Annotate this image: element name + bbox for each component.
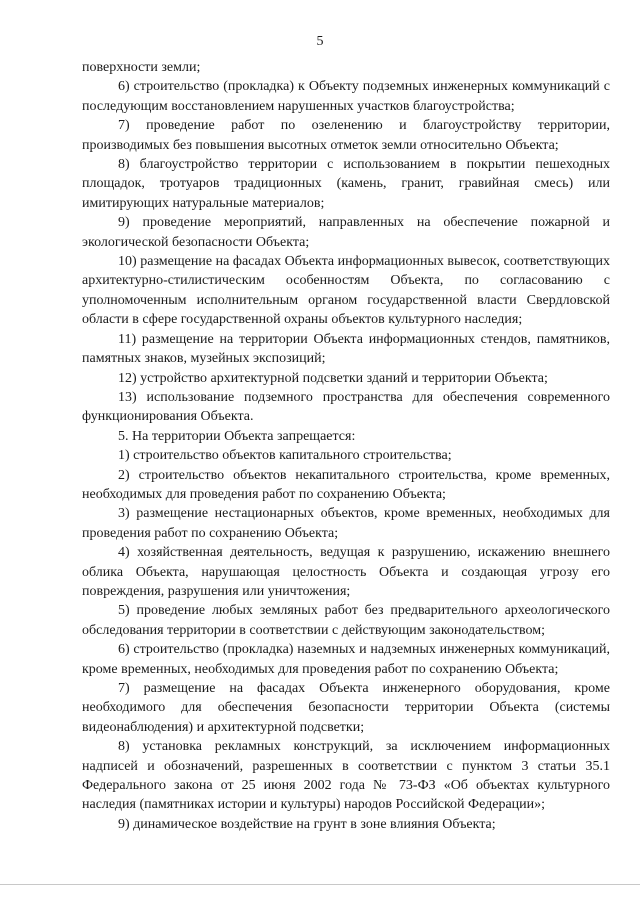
paragraph-prohibited-2: 2) строительство объектов некапитального строительства, кроме временных, необходимых для проведения работ по сохранению Объекта; <box>82 467 610 502</box>
paragraph-prohibited-9: 9) динамическое воздействие на грунт в зоне влияния Объекта; <box>118 816 496 832</box>
page-number: 5 <box>316 34 324 49</box>
paragraph-continuation: поверхности земли; <box>82 60 201 75</box>
paragraph-allowed-12: 12) устройство архитектурной подсветки зданий и территории Объекта; <box>118 370 548 386</box>
paragraph-allowed-11: 11) размещение на территории Объекта информационных стендов, памятников, памятных знаков, музейных экспозиций; <box>82 331 610 367</box>
paragraph-prohibited-8: 8) установка рекламных конструкций, за исключением информационных надписей и обозначений, разрешенных в соответствии с пунктом 3 статьи 35.1 Федерального закона от 25 июня 2002 года № 73-ФЗ «Об объектах культурного наследия (памятниках истории и культуры) народов Российской Федерации»; <box>82 739 610 813</box>
paragraph-allowed-8: 8) благоустройство территории с использованием в покрытии пешеходных площадок, тротуаров традиционных (камень, гранит, гравийная смесь) или имитирующих натуральные материалов; <box>82 157 610 211</box>
paragraph-prohibited-5: 5) проведение любых земляных работ без предварительного археологического обследования территории в соответствии с действующим законодательством; <box>82 603 610 638</box>
document-body <box>82 58 610 834</box>
paragraph-allowed-9: 9) проведение мероприятий, направленных на обеспечение пожарной и экологической безопасности Объекта; <box>82 215 610 250</box>
paragraph-prohibited-3: 3) размещение нестационарных объектов, кроме временных, необходимых для проведения работ по сохранению Объекта; <box>82 506 610 541</box>
paragraph-allowed-10: 10) размещение на фасадах Объекта информационных вывесок, соответствующих архитектурно-стилистическим особенностям Объекта, по согласованию с уполномоченным исполнительным органом государственной власти Свердловской области в сфере государственной охраны объектов культурного наследия; <box>82 254 610 328</box>
scan-edge-line <box>0 884 640 885</box>
paragraph-prohibited-4: 4) хозяйственная деятельность, ведущая к разрушению, искажению внешнего облика Объекта, нарушающая целостность Объекта и создающая угрозу его повреждения, разрушения или уничтожения; <box>82 545 610 599</box>
paragraph-allowed-6: 6) строительство (прокладка) к Объекту подземных инженерных коммуникаций с последующим восстановлением нарушенных участков благоустройства; <box>82 79 610 114</box>
paragraph-prohibited-6: 6) строительство (прокладка) наземных и надземных инженерных коммуникаций, кроме временных, необходимых для проведения работ по сохранению Объекта; <box>82 642 610 677</box>
paragraph-prohibited-1: 1) строительство объектов капитального строительства; <box>118 448 452 464</box>
section-5-heading: 5. На территории Объекта запрещается: <box>118 428 356 444</box>
paragraph-prohibited-7: 7) размещение на фасадах Объекта инженерного оборудования, кроме необходимого для обеспечения безопасности территории Объекта (системы видеонаблюдения) и архитектурной подсветки; <box>82 681 610 735</box>
paragraph-allowed-13: 13) использование подземного пространства для обеспечения современного функционирования Объекта. <box>82 389 610 425</box>
paragraph-allowed-7: 7) проведение работ по озеленению и благоустройству территории, производимых без повышения высотных отметок земли относительно Объекта; <box>82 118 610 153</box>
